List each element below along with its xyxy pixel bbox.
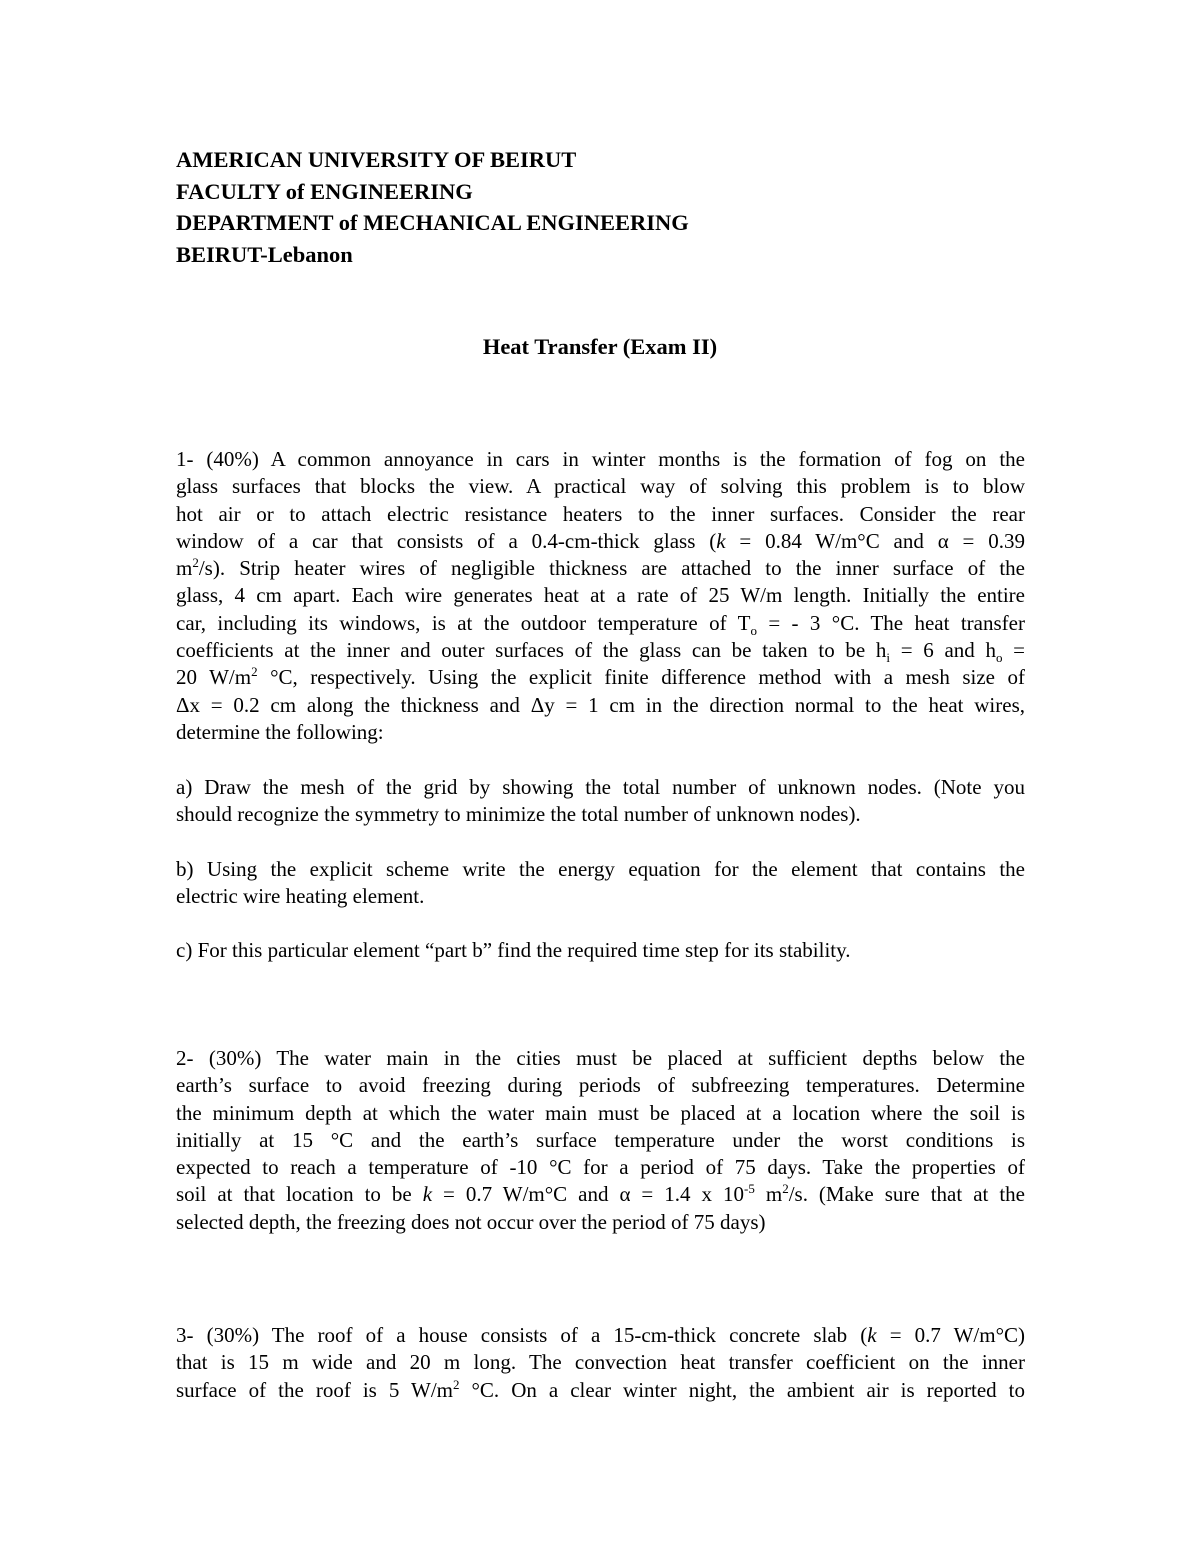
q1b-line: b) Using the explicit scheme write the energy equation for the element that contains the — [176, 857, 1025, 881]
q1-line: glass, 4 cm apart. Each wire generates heat at a rate of 25 W/m length. Initially the entire — [176, 583, 1025, 608]
header-university: AMERICAN UNIVERSITY OF BEIRUT — [176, 147, 577, 172]
question-1a — [176, 774, 1025, 829]
q3-line: that is 15 m wide and 20 m long. The convection heat transfer coefficient on the inner — [176, 1350, 1025, 1375]
q1-line: $m^2/s$). Strip heater wires of negligible thickness are attached to the inner surface of the — [176, 555, 1025, 581]
header-location: BEIRUT-Lebanon — [176, 241, 353, 267]
q2-line: 2- (30%) The water main in the cities must be placed at sufficient depths below the — [176, 1046, 1025, 1070]
q2-line: selected depth, the freezing does not occur over the period of 75 days) — [176, 1209, 766, 1234]
exam-title: Heat Transfer (Exam II) — [482, 334, 718, 359]
q2-line: the minimum depth at which the water main must be placed at a location where the soil is — [176, 1100, 1025, 1125]
question-3 — [176, 1322, 1025, 1404]
q1-line: car, including its windows, is at the outdoor temperature of $T_o$ = - 3 °C. The heat transfer — [176, 610, 1025, 638]
q1-line: coefficients at the inner and outer surfaces of the glass can be taken to be $h_i = 6$ and $h_o$ = — [176, 638, 1026, 666]
q2-line: expected to reach a temperature of -10 °C for a period of 75 days. Take the properties of — [176, 1155, 1025, 1180]
q1-line: determine the following: — [176, 719, 384, 744]
q2-line: initially at 15 °C and the earth’s surface temperature under the worst conditions is — [176, 1127, 1025, 1152]
university-header — [176, 144, 689, 270]
q1-line: 20 $W/m^2$ °C, respectively. Using the explicit finite difference method with a mesh size of — [176, 664, 1025, 690]
question-1c — [176, 937, 1025, 964]
q1c-line: c) For this particular element “part b” find the required time step for its stability. — [176, 938, 851, 962]
q3-line: surface of the roof is 5 $W/m^2$ °C. On a clear winter night, the ambient air is reported to — [176, 1376, 1025, 1402]
question-1 — [176, 446, 1025, 746]
question-2 — [176, 1045, 1025, 1236]
question-1b — [176, 856, 1025, 911]
q1-line: Δx = 0.2 cm along the thickness and Δy = 1 cm in the direction normal to the heat wires, — [176, 692, 1025, 717]
q3-line: 3- (30%) The roof of a house consists of a 15-cm-thick concrete slab (k = 0.7 W/m°C) — [176, 1323, 1026, 1347]
header-faculty: FACULTY of ENGINEERING — [176, 178, 473, 204]
q1-line: window of a car that consists of a 0.4-cm-thick glass (k = 0.84 W/m°C and α = 0.39 — [176, 528, 1025, 553]
q1-line: 1- (40%) A common annoyance in cars in winter months is the formation of fog on the — [176, 447, 1025, 471]
q1b-line: electric wire heating element. — [176, 884, 425, 909]
q2-line: earth’s surface to avoid freezing during periods of subfreezing temperatures. Determine — [176, 1073, 1025, 1098]
header-department: DEPARTMENT of MECHANICAL ENGINEERING — [176, 210, 689, 235]
q1a-line: should recognize the symmetry to minimize the total number of unknown nodes). — [176, 802, 861, 827]
q1-line: hot air or to attach electric resistance heaters to the inner surfaces. Consider the rear — [176, 501, 1025, 526]
q2-line: soil at that location to be k = 0.7 W/m°C and α = 1.4 x $10^{-5}$ $m^2/s$. (Make sure that at the — [176, 1181, 1025, 1207]
q1-line: glass surfaces that blocks the view. A practical way of solving this problem is to blow — [176, 474, 1025, 499]
q1a-line: a) Draw the mesh of the grid by showing the total number of unknown nodes. (Note you — [176, 775, 1025, 799]
